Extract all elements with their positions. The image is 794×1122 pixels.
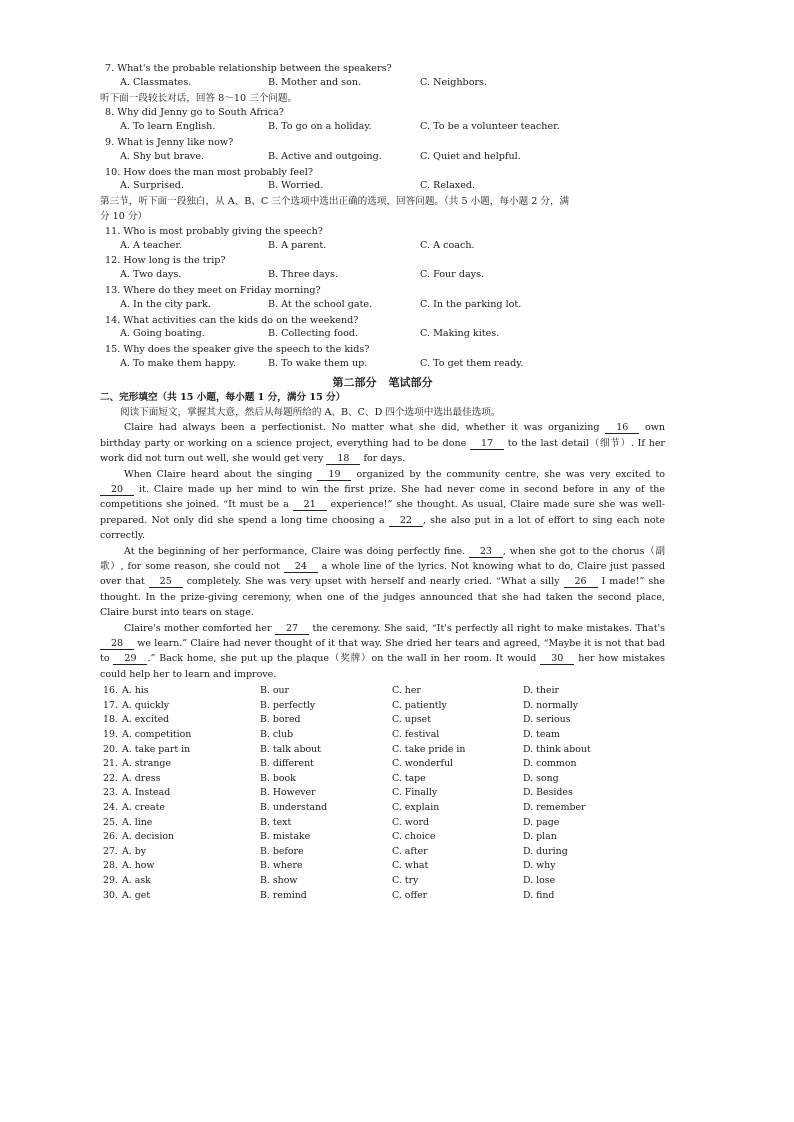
option-b: B. However [260, 787, 316, 799]
option-c: C. her [392, 685, 421, 697]
question-7-options [100, 77, 665, 92]
question-number: 18. [103, 714, 118, 726]
option-a: A. excited [122, 714, 170, 726]
question-number: 25. [103, 816, 118, 828]
option-a: A. ask [122, 874, 151, 886]
option-a: A. strange [122, 758, 171, 770]
option-b: B. A parent. [268, 239, 327, 251]
question-12-stem: 12. How long is the trip? [105, 255, 226, 267]
option-d: D. plan [523, 831, 557, 843]
blank-23: 23 [469, 546, 503, 558]
question-14-options [100, 328, 665, 343]
cloze-option-row [100, 786, 665, 801]
blank-29: 29 [113, 653, 147, 665]
option-d: D. page [523, 816, 560, 828]
option-b: B. Collecting food. [268, 328, 359, 340]
question-number: 22. [103, 772, 118, 784]
section-3-instruction: 第三节，听下面一段独白，从 A、B、C 三个选项中选出正确的选项，回答问题。（共 5 小题，每小题 2 分，满 [100, 196, 570, 208]
option-c: C. patiently [392, 699, 447, 711]
option-c: C. what [392, 860, 429, 872]
cloze-option-row [100, 845, 665, 860]
option-b: B. bored [260, 714, 301, 726]
blank-27: 27 [275, 623, 309, 635]
option-b: B. show [260, 874, 298, 886]
cloze-option-row [100, 889, 665, 904]
option-a: A. decision [122, 831, 175, 843]
option-a: A. quickly [122, 699, 169, 711]
cloze-option-row [100, 772, 665, 787]
option-d: D. during [523, 845, 568, 857]
option-d: D. lose [523, 874, 556, 886]
question-number: 16. [103, 685, 118, 697]
option-d: D. their [523, 685, 559, 697]
cloze-option-row [100, 684, 665, 699]
question-number: 23. [103, 787, 118, 799]
question-number: 21. [103, 758, 118, 770]
option-b: B. Active and outgoing. [268, 150, 382, 162]
option-a: A. A teacher. [120, 239, 183, 251]
option-b: B. mistake [260, 831, 311, 843]
question-14-stem: 14. What activities can the kids do on the weekend? [105, 314, 359, 326]
section-3-instruction-cont: 分 10 分） [100, 210, 148, 222]
option-c: C. Making kites. [420, 328, 500, 340]
blank-18: 18 [326, 453, 360, 465]
option-b: B. Three days. [268, 269, 338, 281]
blank-20: 20 [100, 484, 134, 496]
question-12-options [100, 269, 665, 284]
option-a: A. line [122, 816, 153, 828]
question-9-options [100, 151, 665, 166]
option-c: C. Quiet and helpful. [420, 150, 521, 162]
option-c: C. A coach. [420, 239, 475, 251]
question-number: 28. [103, 860, 118, 872]
option-b: B. To wake them up. [268, 357, 368, 369]
question-number: 19. [103, 729, 118, 741]
option-d: D. common [523, 758, 577, 770]
option-a: A. dress [122, 772, 161, 784]
option-b: B. At the school gate. [268, 298, 373, 310]
cloze-option-row [100, 830, 665, 845]
option-d: D. normally [523, 699, 579, 711]
option-a: A. competition [122, 729, 192, 741]
option-c: C. tape [392, 772, 426, 784]
cloze-option-row [100, 728, 665, 743]
option-a: A. Two days. [120, 269, 182, 281]
option-d: D. Besides [523, 787, 573, 799]
option-d: D. why [523, 860, 556, 872]
option-c: C. wonderful [392, 758, 454, 770]
option-d: D. team [523, 729, 560, 741]
option-b: B. our [260, 685, 290, 697]
option-c: C. To get them ready. [420, 357, 524, 369]
option-a: A. how [122, 860, 155, 872]
option-a: A. Surprised. [120, 180, 184, 192]
option-c: C. explain [392, 801, 440, 813]
cloze-option-row [100, 874, 665, 889]
cloze-option-row [100, 859, 665, 874]
cloze-option-row [100, 743, 665, 758]
cloze-option-row [100, 757, 665, 772]
cloze-option-row [100, 713, 665, 728]
question-15-stem: 15. Why does the speaker give the speech to the kids? [105, 344, 370, 356]
option-d: D. remember [523, 801, 586, 813]
option-c: C. upset [392, 714, 431, 726]
blank-24: 24 [284, 561, 318, 573]
option-b: B. Mother and son. [268, 76, 362, 88]
question-number: 29. [103, 874, 118, 886]
question-10-options [100, 180, 665, 195]
option-b: B. Worried. [268, 180, 324, 192]
option-c: C. take pride in [392, 743, 466, 755]
question-9-stem: 9. What is Jenny like now? [105, 136, 234, 148]
passage-paragraph: At the beginning of her performance, Claire was doing perfectly fine. 23 , when she got to the chorus（副歌）, for some reason, she could not 24 a whole line of the lyrics. Not knowing what to do, Claire just passed over that 25 completely. She was very upset with herself and nearly cried. “What a silly 26 I made!” she thought. In the prize-giving ceremony, when one of the judges announced that she had taken the second place, Claire burst into tears on stage. [100, 545, 665, 619]
option-d: D. serious [523, 714, 571, 726]
part-2-heading: 第二部分 笔试部分 [332, 375, 433, 389]
question-number: 30. [103, 889, 118, 901]
option-a: A. by [122, 845, 147, 857]
option-c: C. choice [392, 831, 436, 843]
option-b: B. remind [260, 889, 307, 901]
question-7-stem: 7. What's the probable relationship between the speakers? [105, 63, 392, 74]
option-c: C. offer [392, 889, 428, 901]
option-c: C. Four days. [420, 269, 485, 281]
dialogue-instruction: 听下面一段较长对话，回答 8～10 三个问题。 [100, 92, 298, 104]
option-b: B. where [260, 860, 303, 872]
option-b: B. before [260, 845, 304, 857]
blank-19: 19 [317, 469, 351, 481]
option-d: D. think about [523, 743, 591, 755]
question-8-options [100, 121, 665, 136]
option-b: B. text [260, 816, 292, 828]
option-a: A. his [122, 685, 149, 697]
option-c: C. Relaxed. [420, 180, 476, 192]
question-number: 26. [103, 831, 118, 843]
blank-21: 21 [293, 499, 327, 511]
blank-30: 30 [540, 653, 574, 665]
question-11-options [100, 240, 665, 255]
option-a: A. Classmates. [120, 76, 192, 88]
cloze-options-table [100, 684, 665, 903]
question-number: 27. [103, 845, 118, 857]
question-number: 24. [103, 801, 118, 813]
option-c: C. Finally [392, 787, 438, 799]
passage-paragraph: When Claire heard about the singing 19 organized by the community centre, she was very excited to 20 it. Claire made up her mind to win the first prize. She had never come in second before in any of the competitions she joined. “It must be a 21 experience!” she thought. As usual, Claire made sure she was well-prepared. Not only did she spend a long time choosing a 22 , she also put in a lot of effort to sing each note correctly. [100, 468, 665, 542]
option-b: B. understand [260, 801, 328, 813]
blank-22: 22 [389, 515, 423, 527]
cloze-option-row [100, 801, 665, 816]
question-number: 20. [103, 743, 118, 755]
passage-paragraph: Claire had always been a perfectionist. No matter what she did, whether it was organizing 16 own birthday party or working on a science project, everything had to be done 17 to the last detail（细节）. If her work did not turn out well, she would get very 18 for days. [100, 422, 665, 465]
option-c: C. try [392, 874, 419, 886]
option-a: A. Going boating. [120, 328, 205, 340]
option-c: C. To be a volunteer teacher. [420, 121, 560, 133]
option-b: B. different [260, 758, 314, 770]
option-b: B. perfectly [260, 699, 316, 711]
option-a: A. Shy but brave. [120, 150, 205, 162]
question-number: 17. [103, 699, 118, 711]
cloze-section-title: 二、完形填空（共 15 小题，每小题 1 分，满分 15 分） [100, 391, 346, 403]
blank-17: 17 [470, 438, 504, 450]
option-a: A. create [122, 801, 165, 813]
question-10-stem: 10. How does the man most probably feel? [105, 166, 313, 178]
option-b: B. talk about [260, 743, 321, 755]
blank-25: 25 [149, 576, 183, 588]
option-c: C. word [392, 816, 429, 828]
question-11-stem: 11. Who is most probably giving the speech? [105, 225, 323, 237]
blank-26: 26 [564, 576, 598, 588]
option-b: B. To go on a holiday. [268, 121, 372, 133]
cloze-option-row [100, 816, 665, 831]
blank-16: 16 [605, 422, 639, 434]
option-a: A. Instead [122, 787, 171, 799]
option-c: C. In the parking lot. [420, 298, 522, 310]
option-b: B. club [260, 729, 294, 741]
option-a: A. take part in [122, 743, 191, 755]
option-a: A. get [122, 889, 151, 901]
option-c: C. after [392, 845, 428, 857]
cloze-option-row [100, 699, 665, 714]
option-a: A. To learn English. [120, 121, 216, 133]
option-c: C. Neighbors. [420, 76, 488, 88]
option-d: D. song [523, 772, 559, 784]
cloze-instruction: 阅读下面短文，掌握其大意，然后从每题所给的 A、B、C、D 四个选项中选出最佳选项。 [120, 406, 501, 418]
option-a: A. To make them happy. [120, 357, 237, 369]
blank-28: 28 [100, 638, 134, 650]
option-a: A. In the city park. [120, 298, 211, 310]
question-8-stem: 8. Why did Jenny go to South Africa? [105, 107, 284, 119]
question-13-stem: 13. Where do they meet on Friday morning? [105, 284, 321, 296]
question-15-options [100, 358, 665, 373]
passage-paragraph: Claire's mother comforted her 27 the ceremony. She said, “It's perfectly all right to make mistakes. That's 28 we learn.” Claire had never thought of it that way. She dried her tears and agreed, “Maybe it is not that bad to 29 .” Back home, she put up the plaque（奖牌）on the wall in her room. It would 30 her how mistakes could help her to learn and improve. [100, 622, 665, 680]
option-b: B. book [260, 772, 296, 784]
cloze-passage [100, 420, 665, 682]
question-13-options [100, 299, 665, 314]
page-content [100, 62, 665, 903]
option-c: C. festival [392, 729, 440, 741]
option-d: D. find [523, 889, 555, 901]
